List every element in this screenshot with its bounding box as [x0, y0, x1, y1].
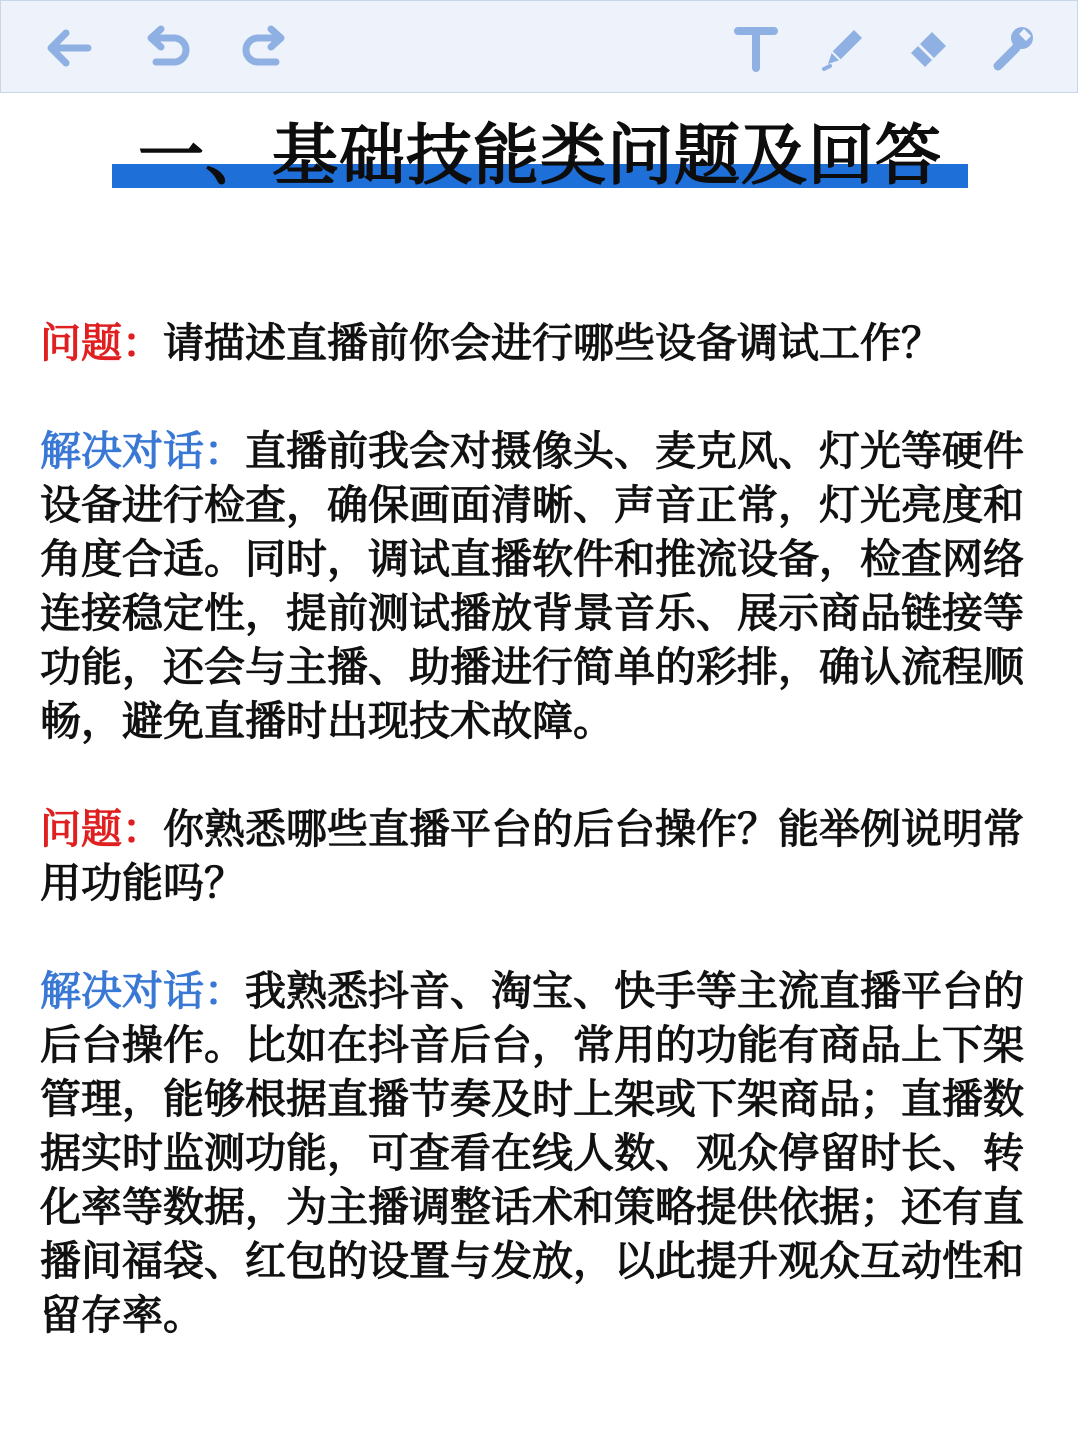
redo-button[interactable]	[237, 21, 291, 75]
undo-icon	[142, 22, 194, 74]
qa-content	[40, 316, 1040, 1342]
answer-label: 解决对话：	[40, 427, 245, 475]
undo-button[interactable]	[141, 21, 195, 75]
answer-2	[40, 964, 1040, 1342]
eraser-tool-button[interactable]	[901, 21, 955, 75]
heading-section	[0, 112, 1080, 202]
pen-tool-button[interactable]	[817, 21, 871, 75]
answer-text: 我熟悉抖音、淘宝、快手等主流直播平台的后台操作。比如在抖音后台，常用的功能有商品上下架管理，能够根据直播节奏及时上架或下架商品；直播数据实时监测功能，可查看在线人数、观众停留时长、转化率等数据，为主播调整话术和策略提供依据；还有直播间福袋、红包的设置与发放，以此提升观众互动性和留存率。	[40, 967, 1024, 1339]
question-label: 问题：	[40, 319, 163, 367]
question-text: 请描述直播前你会进行哪些设备调试工作？	[163, 319, 942, 367]
question-1	[40, 316, 1040, 370]
eraser-icon	[902, 22, 954, 74]
answer-label: 解决对话：	[40, 967, 245, 1015]
question-2	[40, 802, 1040, 910]
text-icon	[730, 22, 782, 74]
question-label: 问题：	[40, 805, 163, 853]
wrench-icon	[986, 22, 1038, 74]
pen-icon	[818, 22, 870, 74]
question-text: 你熟悉哪些直播平台的后台操作？能举例说明常用功能吗？	[40, 805, 1024, 907]
page-title: 一、基础技能类问题及回答	[138, 117, 942, 194]
answer-text: 直播前我会对摄像头、麦克风、灯光等硬件设备进行检查，确保画面清晰、声音正常，灯光亮度和角度合适。同时，调试直播软件和推流设备，检查网络连接稳定性，提前测试播放背景音乐、展示商品链接等功能，还会与主播、助播进行简单的彩排，确认流程顺畅，避免直播时出现技术故障。	[40, 427, 1024, 745]
text-tool-button[interactable]	[729, 21, 783, 75]
back-arrow-icon	[42, 22, 94, 74]
answer-1	[40, 424, 1040, 748]
settings-button[interactable]	[985, 21, 1039, 75]
back-button[interactable]	[41, 21, 95, 75]
redo-icon	[238, 22, 290, 74]
editor-toolbar	[0, 0, 1078, 93]
